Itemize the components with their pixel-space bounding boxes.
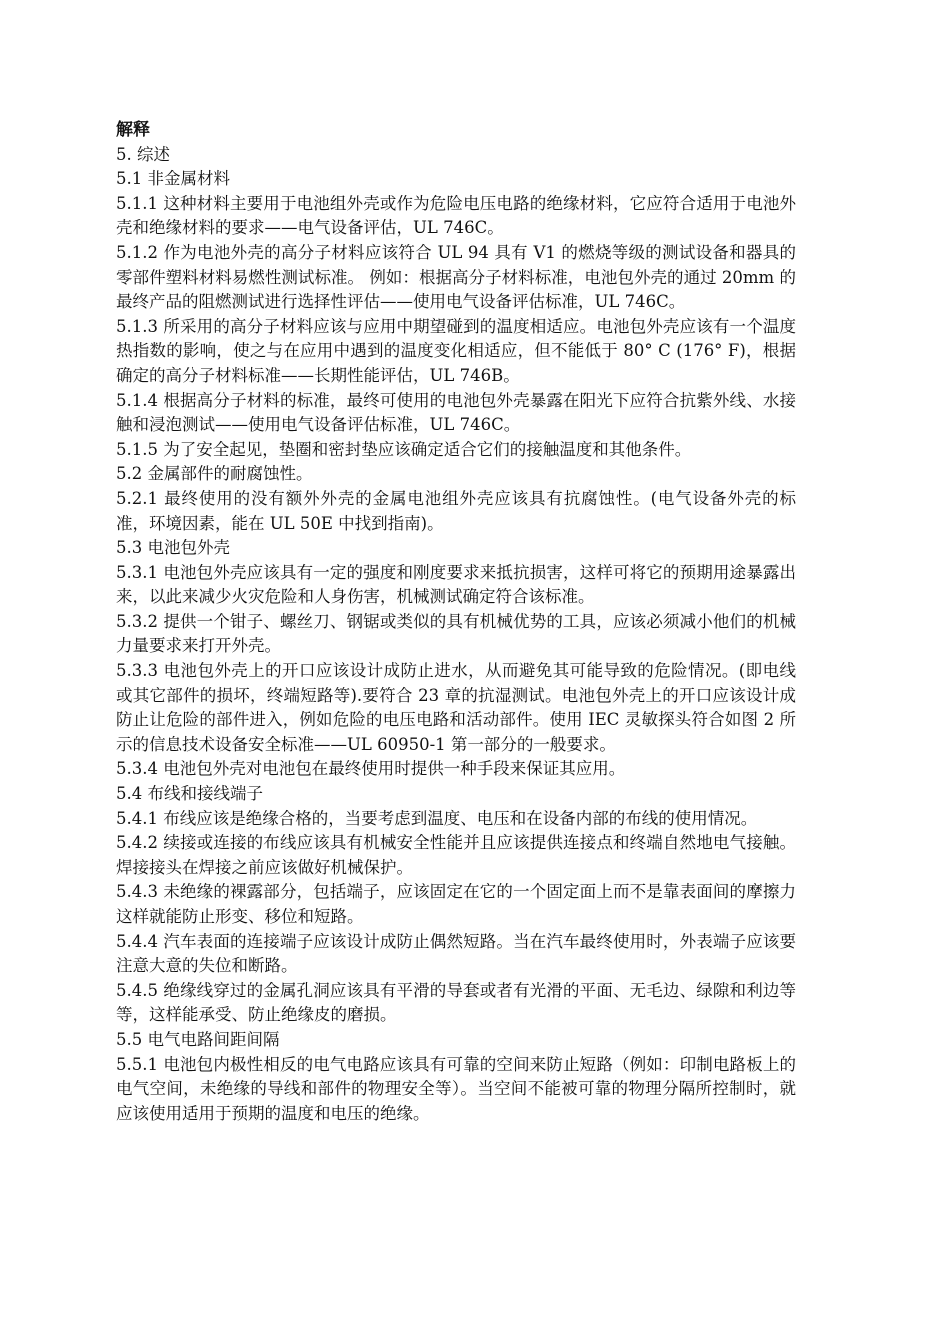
paragraph: 5.1.3 所采用的高分子材料应该与应用中期望碰到的温度相适应。电池包外壳应该有一个温度热指数的影响，使之与在应用中遇到的温度变化相适应，但不能低于 80° C (176° F)，根据确定的高分子材料标准——长期性能评估，UL 746B。	[116, 316, 796, 385]
paragraph: 5.1.2 作为电池外壳的高分子材料应该符合 UL 94 具有 V1 的燃烧等级的测试设备和器具的零部件塑料材料易燃性测试标准。 例如：根据高分子材料标准，电池包外壳的通过 20mm 的最终产品的阻燃测试进行选择性评估——使用电气设备评估标准，UL 746C。	[116, 242, 796, 312]
paragraph: 5.4.2 续接或连接的布线应该具有机械安全性能并且应该提供连接点和终端自然地电气接触。焊接接头在焊接之前应该做好机械保护。	[116, 833, 796, 877]
paragraph: 5.2.1 最终使用的没有额外外壳的金属电池组外壳应该具有抗腐蚀性。(电气设备外壳的标准，环境因素，能在 UL 50E 中找到指南)。	[116, 488, 796, 533]
document-body	[116, 118, 796, 1126]
paragraph: 5.5 电气电路间距间隔	[116, 1029, 280, 1049]
paragraph: 5.4.4 汽车表面的连接端子应该设计成防止偶然短路。当在汽车最终使用时，外表端子应该要注意大意的失位和断路。	[116, 931, 796, 976]
paragraph: 5.4.1 布线应该是绝缘合格的，当要考虑到温度、电压和在设备内部的布线的使用情况。	[116, 808, 758, 828]
paragraph: 5.1.4 根据高分子材料的标准，最终可使用的电池包外壳暴露在阳光下应符合抗紫外线、水接触和浸泡测试——使用电气设备评估标准，UL 746C。	[116, 390, 796, 435]
paragraph: 5.5.1 电池包内极性相反的电气电路应该具有可靠的空间来防止短路（例如：印制电路板上的电气空间，未绝缘的导线和部件的物理安全等）。当空间不能被可靠的物理分隔所控制时，就应该使用适用于预期的温度和电压的绝缘。	[116, 1054, 796, 1123]
paragraph: 5.2 金属部件的耐腐蚀性。	[116, 464, 313, 484]
paragraph: 5.4.5 绝缘线穿过的金属孔洞应该具有平滑的导套或者有光滑的平面、无毛边、绿隙和利边等等，这样能承受、防止绝缘皮的磨损。	[116, 980, 796, 1025]
paragraph: 5.3.4 电池包外壳对电池包在最终使用时提供一种手段来保证其应用。	[116, 759, 626, 779]
paragraph: 5.4.3 未绝缘的裸露部分，包括端子，应该固定在它的一个固定面上而不是靠表面间的摩擦力这样就能防止形变、移位和短路。	[116, 882, 796, 926]
document-title: 解释	[116, 120, 150, 140]
paragraph: 5.3.3 电池包外壳上的开口应该设计成防止进水，从而避免其可能导致的危险情况。(即电线或其它部件的损坏，终端短路等).要符合 23 章的抗湿测试。电池包外壳上的开口应该设计成防止让危险的部件进入，例如危险的电压电路和活动部件。使用 IEC 灵敏探头符合如图 2 所示的信息技术设备安全标准——UL 60950-1 第一部分的一般要求。	[116, 661, 796, 754]
paragraph: 5. 综述	[116, 144, 170, 164]
paragraph: 5.1 非金属材料	[116, 169, 230, 189]
paragraph: 5.4 布线和接线端子	[116, 784, 263, 804]
paragraph: 5.3 电池包外壳	[116, 538, 230, 558]
paragraph: 5.1.5 为了安全起见，垫圈和密封垫应该确定适合它们的接触温度和其他条件。	[116, 439, 692, 459]
paragraph: 5.3.2 提供一个钳子、螺丝刀、钢锯或类似的具有机械优势的工具，应该必须减小他们的机械力量要求来打开外壳。	[116, 611, 796, 656]
paragraph: 5.3.1 电池包外壳应该具有一定的强度和刚度要求来抵抗损害，这样可将它的预期用途暴露出来，以此来减少火灾危险和人身伤害，机械测试确定符合该标准。	[116, 562, 796, 607]
paragraph: 5.1.1 这种材料主要用于电池组外壳或作为危险电压电路的绝缘材料，它应符合适用于电池外壳和绝缘材料的要求——电气设备评估，UL 746C。	[116, 193, 796, 238]
